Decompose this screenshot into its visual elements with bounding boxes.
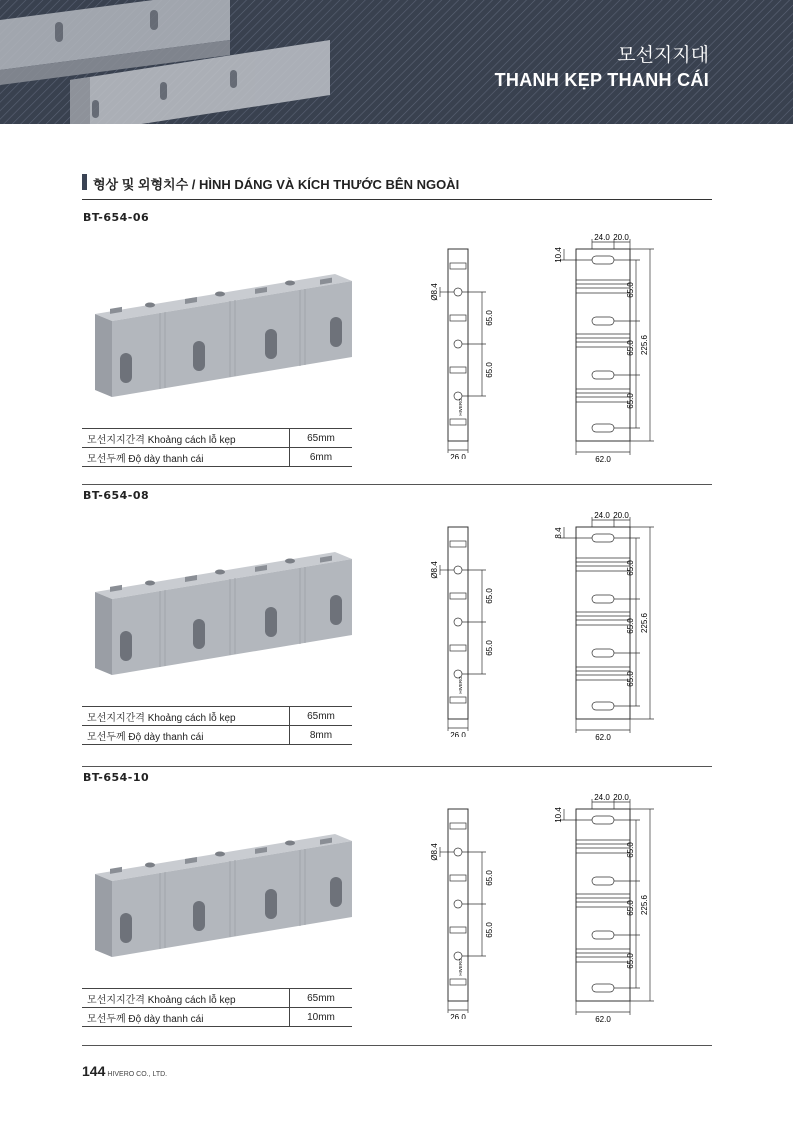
page-number: 144 <box>82 1063 106 1079</box>
slot-width-label: 24.0 <box>594 233 610 242</box>
pitch-label: 65.0 <box>485 870 494 886</box>
front-view-drawing <box>554 507 674 742</box>
side-view-drawing <box>426 229 506 459</box>
spec-value: 10mm <box>290 1008 353 1027</box>
header-banner <box>0 0 793 124</box>
slot-width-label: 24.0 <box>594 511 610 520</box>
spec-value: 6mm <box>290 448 353 467</box>
brand-mark: HIVERO <box>458 958 463 976</box>
divider <box>82 484 712 485</box>
model-number: BT-654-06 <box>83 211 150 224</box>
spec-value: 65mm <box>290 707 353 726</box>
slot-width-label: 24.0 <box>594 793 610 802</box>
section-heading <box>82 171 712 200</box>
company-name: HIVERO CO., LTD. <box>107 1071 168 1078</box>
side-view-drawing <box>426 789 506 1019</box>
front-view-drawing <box>554 789 674 1024</box>
total-height-label: 225.6 <box>640 334 649 356</box>
spec-value: 65mm <box>290 429 353 448</box>
spec-label: 모선지지간격 Khoảng cách lỗ kẹp <box>82 429 290 448</box>
pitch-label: 65.0 <box>626 900 635 916</box>
product-block <box>82 769 712 1047</box>
side-view-drawing <box>426 507 506 737</box>
total-height-label: 225.6 <box>640 894 649 916</box>
spec-label: 모선두께 Độ dày thanh cái <box>82 448 290 467</box>
product-photo <box>90 269 355 419</box>
width-label: 26.0 <box>450 1013 466 1019</box>
hole-diameter-label: Ø8.4 <box>430 283 439 301</box>
top-offset-label: 8.4 <box>554 527 563 539</box>
hole-diameter-label: Ø8.4 <box>430 843 439 861</box>
table-row <box>82 726 352 745</box>
top-offset-label: 10.4 <box>554 807 563 823</box>
slot-gap-label: 20.0 <box>613 511 629 520</box>
product-block <box>82 487 712 765</box>
pitch-label: 65.0 <box>626 560 635 576</box>
brand-mark: HIVERO <box>458 676 463 694</box>
table-row <box>82 1008 352 1027</box>
table-row <box>82 448 352 467</box>
title-korean: 모선지지대 <box>617 45 709 66</box>
title-vietnamese: THANH KẸP THANH CÁI <box>494 70 709 90</box>
pitch-label: 65.0 <box>485 362 494 378</box>
spec-table <box>82 988 352 1027</box>
front-width-label: 62.0 <box>595 733 611 742</box>
pitch-label: 65.0 <box>485 922 494 938</box>
pitch-label: 65.0 <box>485 310 494 326</box>
front-view-drawing <box>554 229 674 464</box>
top-offset-label: 10.4 <box>554 247 563 263</box>
pitch-label: 65.0 <box>626 393 635 409</box>
spec-label: 모선두께 Độ dày thanh cái <box>82 1008 290 1027</box>
pitch-label: 65.0 <box>485 640 494 656</box>
product-photo <box>90 829 355 979</box>
spec-label: 모선두께 Độ dày thanh cái <box>82 726 290 745</box>
pitch-label: 65.0 <box>626 671 635 687</box>
front-width-label: 62.0 <box>595 455 611 464</box>
spec-label: 모선지지간격 Khoảng cách lỗ kẹp <box>82 989 290 1008</box>
pitch-label: 65.0 <box>626 340 635 356</box>
slot-gap-label: 20.0 <box>613 233 629 242</box>
brand-mark: HIVERO <box>458 398 463 416</box>
spec-table <box>82 428 352 467</box>
pitch-label: 65.0 <box>485 588 494 604</box>
width-label: 26.0 <box>450 731 466 737</box>
pitch-label: 65.0 <box>626 953 635 969</box>
spec-value: 65mm <box>290 989 353 1008</box>
pitch-label: 65.0 <box>626 618 635 634</box>
model-number: BT-654-10 <box>83 771 150 784</box>
spec-value: 8mm <box>290 726 353 745</box>
pitch-label: 65.0 <box>626 842 635 858</box>
spec-table <box>82 706 352 745</box>
width-label: 26.0 <box>450 453 466 459</box>
product-block <box>82 209 712 487</box>
spec-label: 모선지지간격 Khoảng cách lỗ kẹp <box>82 707 290 726</box>
divider <box>82 766 712 767</box>
front-width-label: 62.0 <box>595 1015 611 1024</box>
hole-diameter-label: Ø8.4 <box>430 561 439 579</box>
divider <box>82 1045 712 1046</box>
model-number: BT-654-08 <box>83 489 150 502</box>
page-footer <box>82 1063 167 1079</box>
table-row <box>82 429 352 448</box>
section-marker <box>82 174 87 190</box>
slot-gap-label: 20.0 <box>613 793 629 802</box>
pitch-label: 65.0 <box>626 282 635 298</box>
product-photo <box>90 547 355 697</box>
banner-title <box>495 44 709 92</box>
section-title: 형상 및 외형치수 / HÌNH DÁNG VÀ KÍCH THƯỚC BÊN NGOÀI <box>93 177 460 192</box>
total-height-label: 225.6 <box>640 612 649 634</box>
table-row <box>82 989 352 1008</box>
table-row <box>82 707 352 726</box>
